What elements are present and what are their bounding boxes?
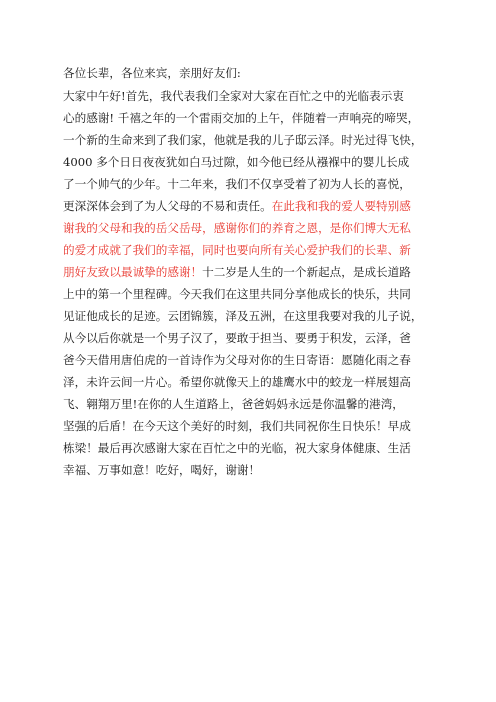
body-line: [63, 305, 443, 327]
text-run: 坚强的后盾！在今天这个美好的时刻，我们共同祝你生日快乐！早成: [63, 419, 411, 433]
body-line: [63, 371, 443, 393]
text-run: 见证他成长的足迹。云团锦簇，泽及五洲，在这里我要对我的儿子说，: [63, 309, 423, 323]
body-line: [63, 173, 443, 195]
body-line: [63, 129, 443, 151]
body-line: [63, 217, 443, 239]
body-line: [63, 195, 443, 217]
text-run: 栋梁！最后再次感谢大家在百忙之中的光临，祝大家身体健康、生活: [63, 441, 411, 455]
text-run: 了一个帅气的少年。十二年来，我们不仅享受着了初为人长的喜悦，: [63, 177, 411, 191]
body-line: [63, 437, 443, 459]
body-line: [63, 261, 443, 283]
body-line: [63, 393, 443, 415]
body-line: [63, 239, 443, 261]
body-line: [63, 85, 443, 107]
text-run: 一个新的生命来到了我们家，他就是我的儿子邸云泽。时光过得飞快，: [63, 133, 423, 147]
body-line: [63, 415, 443, 437]
text-run: 幸福、万事如意！吃好，喝好，谢谢！: [63, 463, 261, 477]
text-run: 爸今天借用唐伯虎的一首诗作为父母对你的生日寄语：愿随化雨之春: [63, 353, 411, 367]
highlighted-text-run: 在此我和我的爱人要特别感: [271, 199, 411, 213]
text-run: 更深深体会到了为人父母的不易和责任。: [63, 199, 272, 213]
text-run: 十二岁是人生的一个新起点，是成长道路: [202, 265, 411, 279]
greeting-line: 各位长辈，各位来宾，亲朋好友们:: [63, 66, 241, 80]
text-run: 从今以后你就是一个男子汉了，要敢于担当、要勇于积发，云泽，爸: [63, 331, 411, 345]
body-line: [63, 151, 443, 173]
highlighted-text-run: 的爱才成就了我们的幸福，同时也要向所有关心爱护我们的长辈、新: [63, 243, 411, 257]
body-line: [63, 349, 443, 371]
text-run: 4000 多个日日夜夜犹如白马过隙，如今他已经从襁褓中的婴儿长成: [63, 155, 410, 169]
text-run: 大家中午好!首先，我代表我们全家对大家在百忙之中的光临表示衷: [63, 89, 404, 103]
highlighted-text-run: 朋好友致以最诚挚的感谢！: [63, 265, 203, 279]
body-line: [63, 459, 443, 481]
body-line: [63, 107, 443, 129]
highlighted-text-run: 谢我的父母和我的岳父岳母，感谢你们的养育之恩，是你们博大无私: [63, 221, 411, 235]
text-run: 泽，未许云间一片心。希望你就像天上的雄鹰水中的蛟龙一样展翅高: [63, 375, 411, 389]
speech-text: [63, 62, 443, 481]
text-run: 上中的第一个里程碑。今天我们在这里共同分享他成长的快乐，共同: [63, 287, 411, 301]
body-line: [63, 283, 443, 305]
text-run: 心的感谢! 千禧之年的一个雷雨交加的上午，伴随着一声响亮的啼哭，: [63, 111, 420, 125]
body-line: [63, 327, 443, 349]
text-run: 飞、翱翔万里!在你的人生道路上，爸爸妈妈永远是你温馨的港湾，: [63, 397, 404, 411]
